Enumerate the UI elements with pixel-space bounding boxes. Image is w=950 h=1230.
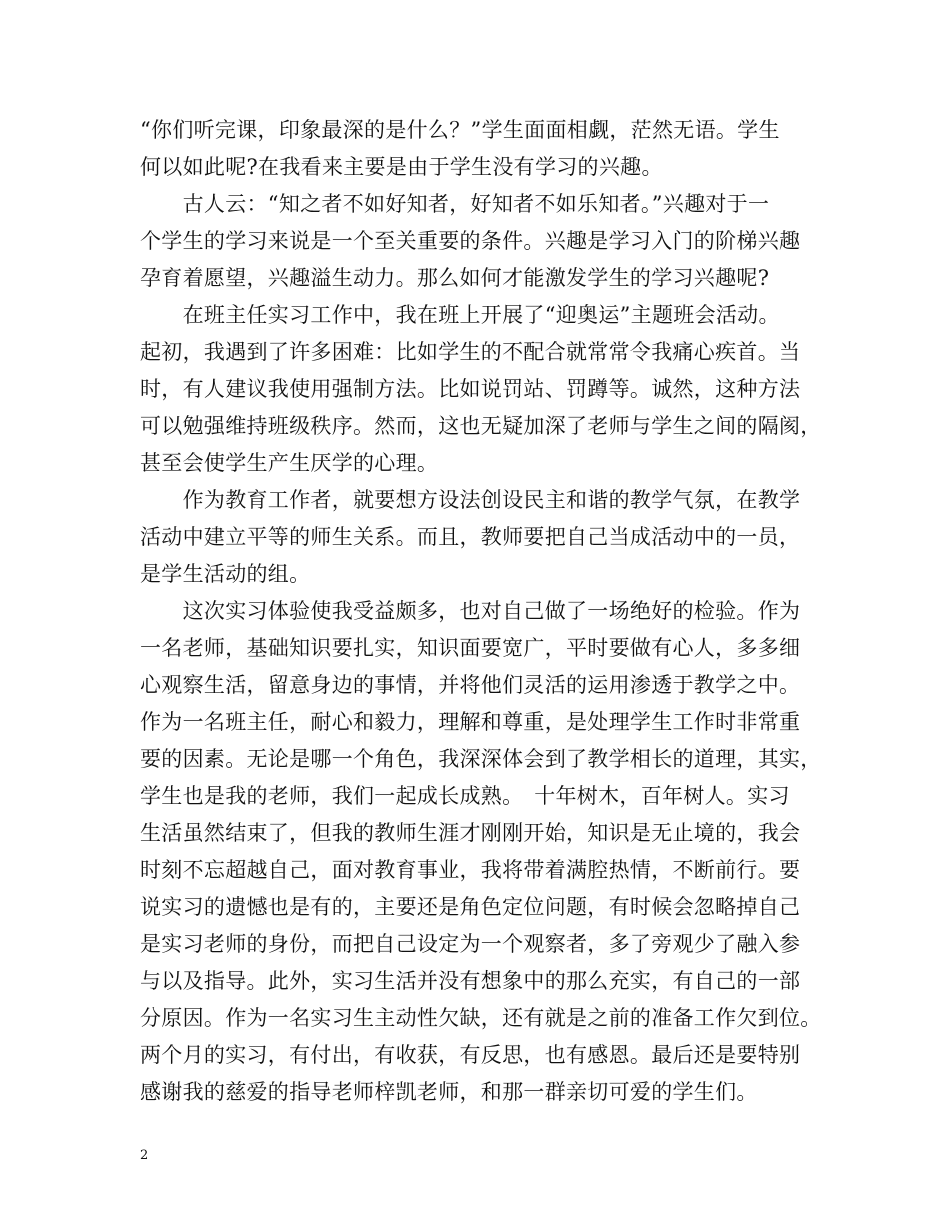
text-line: 学生也是我的老师，我们一起成长成熟。 十年树木，百年树人。实习 xyxy=(140,784,790,808)
text-line: 是实习老师的身份，而把自己设定为一个观察者，多了旁观少了融入参 xyxy=(140,932,801,956)
text-line: 时刻不忘超越自己，面对教育事业，我将带着满腔热情，不断前行。要 xyxy=(140,858,801,882)
text-line: 甚至会使学生产生厌学的心理。 xyxy=(140,451,439,475)
body-text xyxy=(140,112,825,1111)
text-line: “你们听完课，印象最深的是什么？”学生面面相觑，茫然无语。学生 xyxy=(140,118,780,142)
text-line: 时，有人建议我使用强制方法。比如说罚站、罚蹲等。诚然，这种方法 xyxy=(140,377,801,401)
text-line: 要的因素。无论是哪一个角色，我深深体会到了教学相长的道理，其实， xyxy=(140,747,822,771)
text-line: 古人云：“知之者不如好知者，好知者不如乐知者。”兴趣对于一 xyxy=(140,192,770,216)
text-line: 孕育着愿望，兴趣溢生动力。那么如何才能激发学生的学习兴趣呢? xyxy=(140,266,770,290)
text-line: 一名老师，基础知识要扎实，知识面要宽广，平时要做有心人，多多细 xyxy=(140,636,801,660)
text-line: 这次实习体验使我受益颇多，也对自己做了一场绝好的检验。作为 xyxy=(140,599,801,623)
text-line: 是学生活动的组。 xyxy=(140,562,311,586)
text-line: 可以勉强维持班级秩序。然而，这也无疑加深了老师与学生之间的隔阂， xyxy=(140,414,822,438)
text-line: 作为一名班主任，耐心和毅力，理解和尊重，是处理学生工作时非常重 xyxy=(140,710,801,734)
text-line: 个学生的学习来说是一个至关重要的条件。兴趣是学习入门的阶梯兴趣 xyxy=(140,229,801,253)
text-line: 说实习的遗憾也是有的，主要还是角色定位问题，有时候会忽略掉自己 xyxy=(140,895,801,919)
text-line: 心观察生活，留意身边的事情，并将他们灵活的运用渗透于教学之中。 xyxy=(140,673,801,697)
text-line: 生活虽然结束了，但我的教师生涯才刚刚开始，知识是无止境的，我会 xyxy=(140,821,801,845)
page-number: 2 xyxy=(140,1148,149,1163)
text-line: 在班主任实习工作中，我在班上开展了“迎奥运”主题班会活动。 xyxy=(140,303,780,327)
text-line: 活动中建立平等的师生关系。而且，教师要把自己当成活动中的一员， xyxy=(140,525,801,549)
text-line: 起初，我遇到了许多困难：比如学生的不配合就常常令我痛心疾首。当 xyxy=(140,340,801,364)
text-line: 何以如此呢?在我看来主要是由于学生没有学习的兴趣。 xyxy=(140,155,663,179)
text-line: 两个月的实习，有付出，有收获，有反思，也有感恩。最后还是要特别 xyxy=(140,1043,801,1067)
text-line: 与以及指导。此外，实习生活并没有想象中的那么充实，有自己的一部 xyxy=(140,969,801,993)
text-line: 作为教育工作者，就要想方设法创设民主和谐的教学气氛，在教学 xyxy=(140,488,801,512)
text-line: 感谢我的慈爱的指导老师梓凯老师，和那一群亲切可爱的学生们。 xyxy=(140,1080,758,1104)
text-line: 分原因。作为一名实习生主动性欠缺，还有就是之前的准备工作欠到位。 xyxy=(140,1006,822,1030)
